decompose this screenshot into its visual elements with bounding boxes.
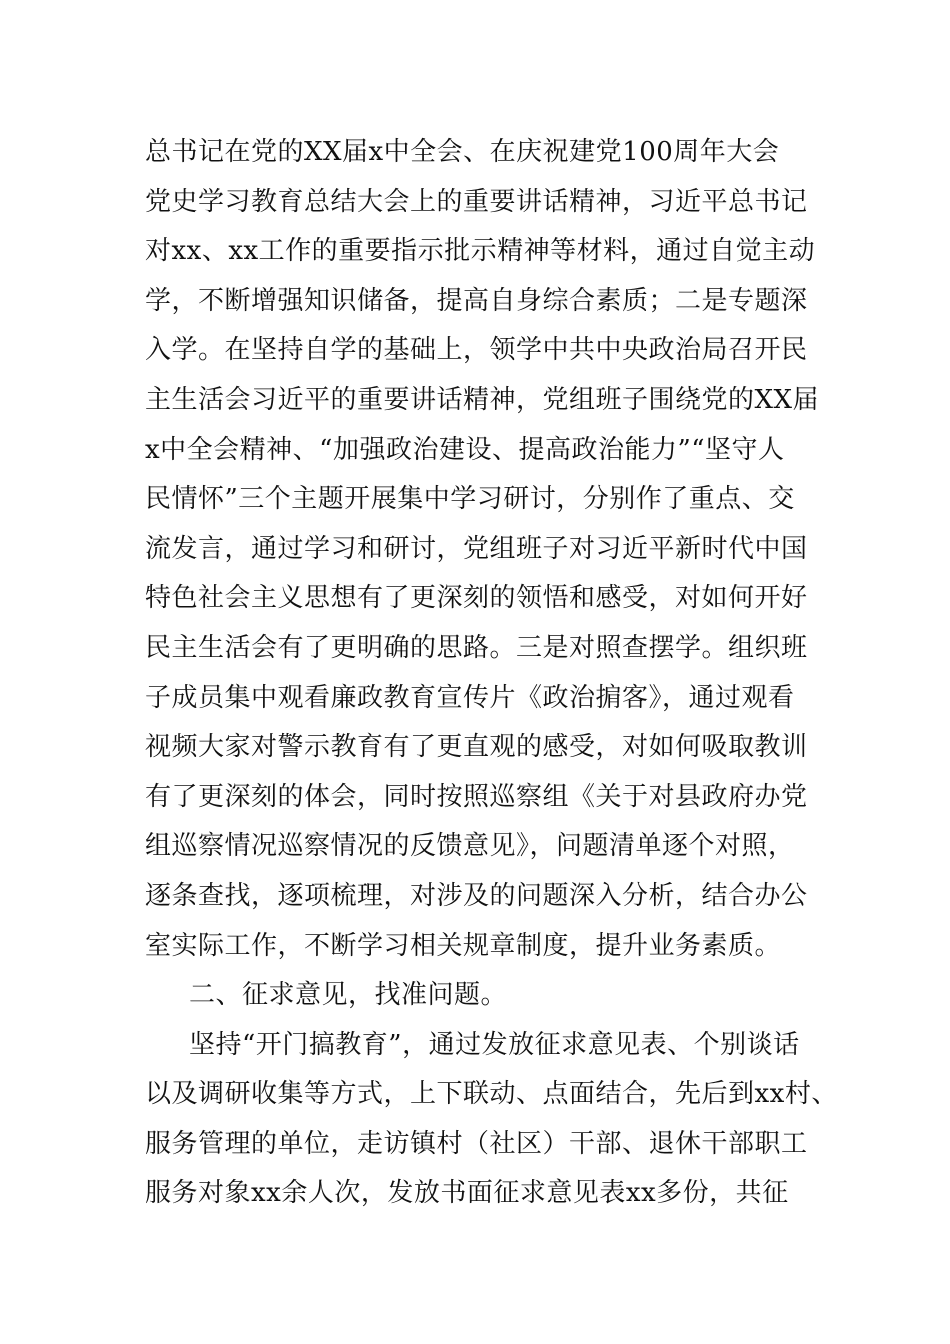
paragraph-line: 以及调研收集等方式，上下联动、点面结合，先后到xx村、 [145,1079,838,1110]
paragraph-line: 民主生活会有了更明确的思路。三是对照查摆学。组织班 [145,632,808,663]
paragraph-line: 有了更深刻的体会，同时按照巡察组《关于对县政府办党 [145,781,808,812]
paragraph-line: 坚持“开门搞教育”，通过发放征求意见表、个别谈话 [189,1029,800,1060]
paragraph-line: 流发言，通过学习和研讨，党组班子对习近平新时代中国 [145,533,808,564]
paragraph-line: 特色社会主义思想有了更深刻的领悟和感受，对如何开好 [145,583,808,614]
paragraph-line: 服务对象xx余人次，发放书面征求意见表xx多份，共征 [145,1178,789,1209]
paragraph-line: 室实际工作，不断学习相关规章制度，提升业务素质。 [145,930,782,961]
paragraph-line: 学，不断增强知识储备，提高自身综合素质；二是专题深 [145,285,808,316]
paragraph-line: 视频大家对警示教育有了更直观的感受，对如何吸取教训 [145,732,808,763]
paragraph-line: 民情怀”三个主题开展集中学习研讨，分别作了重点、交 [145,484,795,515]
paragraph-line: 子成员集中观看廉政教育宣传片《政治掮客》，通过观看 [145,682,795,713]
paragraph-line: 服务管理的单位，走访镇村（社区）干部、退休干部职工 [145,1128,808,1159]
paragraph-line: 对xx、xx工作的重要指示批示精神等材料，通过自觉主动 [145,236,816,267]
paragraph-line: 党史学习教育总结大会上的重要讲话精神，习近平总书记 [145,186,808,217]
paragraph-line: x中全会精神、“加强政治建设、提高政治能力”“坚守人 [145,434,785,465]
paragraph-line: 逐条查找，逐项梳理，对涉及的问题深入分析，结合办公 [145,880,808,911]
paragraph-line: 主生活会习近平的重要讲话精神，党组班子围绕党的XX届 [145,384,820,415]
section-heading: 二、征求意见，找准问题。 [189,980,508,1011]
paragraph-line: 总书记在党的XX届x中全会、在庆祝建党100周年大会 [145,137,780,167]
paragraph-line: 入学。在坚持自学的基础上，领学中共中央政治局召开民 [145,335,808,366]
document-body [145,128,838,1219]
paragraph-line: 组巡察情况巡察情况的反馈意见》，问题清单逐个对照， [145,831,795,862]
